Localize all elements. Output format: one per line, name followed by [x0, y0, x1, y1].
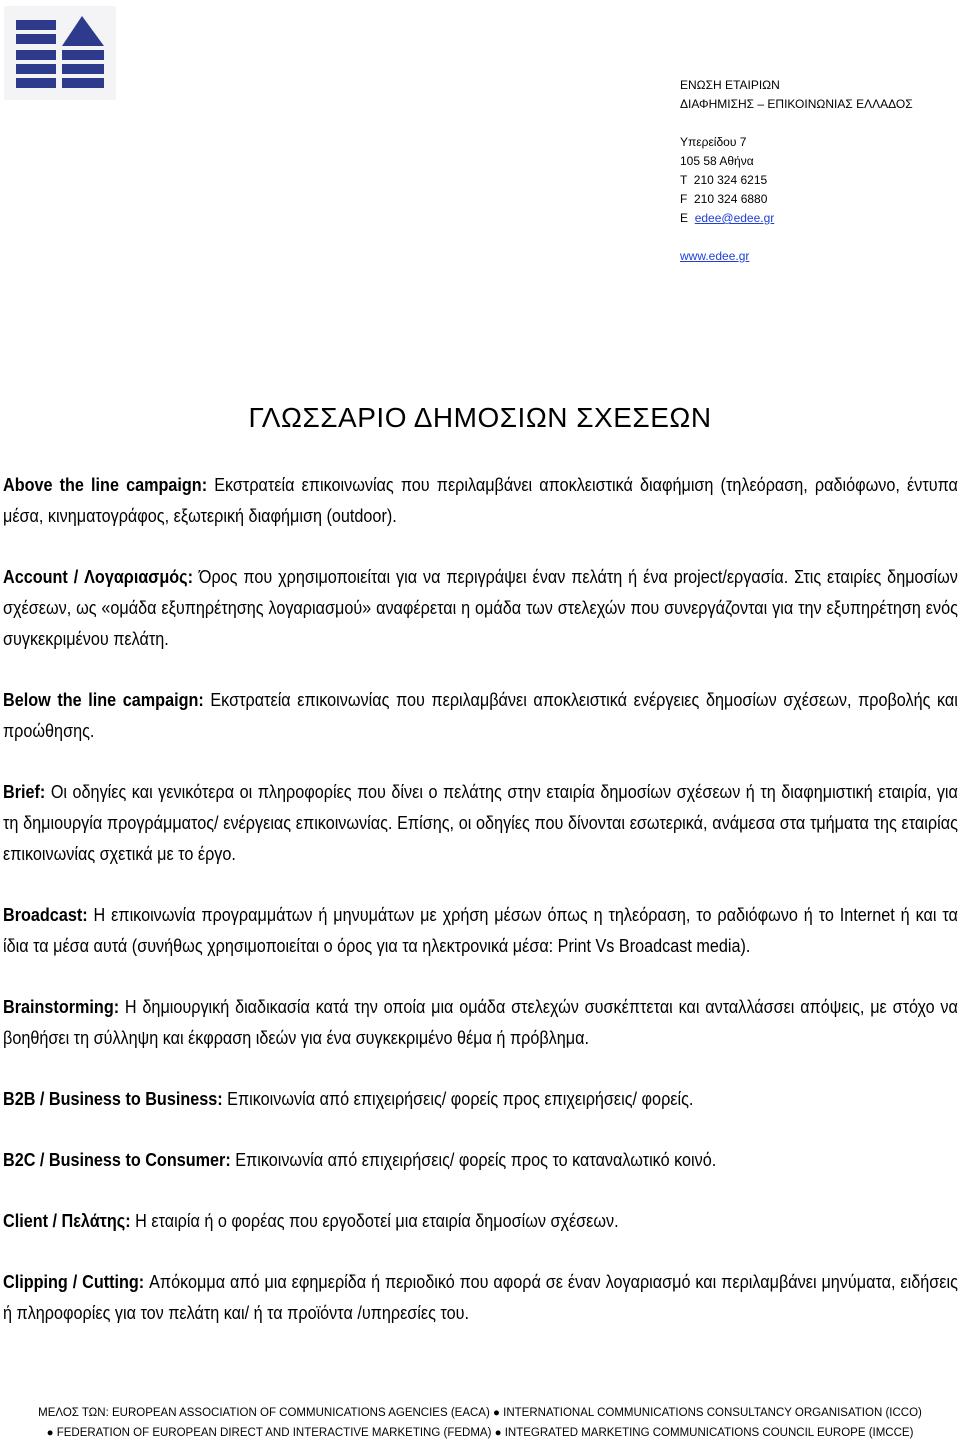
- glossary-definition: Όρος που χρησιμοποιείται για να περιγράψει έναν πελάτη ή ένα project/εργασία. Στις εταιρίες δημοσίων σχέσεων, ως «ομάδα εξυπηρέτησης λογαριασμού» αναφέρεται η ομάδα των στελεχών που συνεργάζονται για την εξυπηρέτηση ενός συγκεκριμένου πελάτη.: [3, 567, 958, 649]
- glossary-entry: [3, 1084, 958, 1115]
- glossary-definition: Η δημιουργική διαδικασία κατά την οποία μια ομάδα στελεχών συσκέπτεται και ανταλλάσσει απόψεις, με στόχο να βοηθήσει τη σύλληψη και έκφραση ιδεών για ένα συγκεκριμένο θέμα ή πρόβλημα.: [3, 997, 958, 1048]
- glossary-term: B2C / Business to Consumer:: [3, 1150, 231, 1170]
- glossary-term: Above the line campaign:: [3, 475, 208, 495]
- footer-line1: ΜΕΛΟΣ ΤΩΝ: EUROPEAN ASSOCIATION OF COMMUNICATIONS AGENCIES (EACA) ● INTERNATIONAL COMMUNICATIONS CONSULTANCY ORGANISATION (ICCO): [38, 1407, 922, 1419]
- glossary-term: Broadcast:: [3, 905, 88, 925]
- address: Υπερείδου 7: [680, 135, 747, 149]
- glossary-entry: [3, 1145, 958, 1176]
- document-title: ΓΛΩΣΣΑΡΙΟ ΔΗΜΟΣΙΩΝ ΣΧΕΣΕΩΝ: [248, 402, 712, 433]
- glossary-definition: Εκστρατεία επικοινωνίας που περιλαμβάνει αποκλειστικά διαφήμιση (τηλεόραση, ραδιόφωνο, έντυπα μέσα, κινηματογράφος, εξωτερική διαφήμιση (outdoor).: [3, 475, 958, 526]
- glossary-entry: [3, 562, 958, 655]
- glossary-definition: Η επικοινωνία προγραμμάτων ή μηνυμάτων με χρήση μέσων όπως η τηλεόραση, το ραδιόφωνο ή το Internet ή και τα ίδια τα μέσα αυτά (συνήθως χρησιμοποιείται ο όρος για τα ηλεκτρονικά μέσα: Print Vs Broadcast media).: [3, 905, 958, 956]
- glossary-term: Clipping / Cutting:: [3, 1272, 145, 1292]
- glossary-term: Below the line campaign:: [3, 690, 204, 710]
- glossary-entry: [3, 1267, 958, 1329]
- glossary-definition: Εκστρατεία επικοινωνίας που περιλαμβάνει αποκλειστικά ενέργειες δημοσίων σχέσεων, προβολής και προώθησης.: [3, 690, 958, 741]
- email-prefix: E: [680, 211, 689, 225]
- email-link[interactable]: edee@edee.gr: [694, 211, 775, 225]
- glossary-definition: Η εταιρία ή ο φορέας που εργοδοτεί μια εταιρία δημοσίων σχέσεων.: [130, 1211, 619, 1231]
- website-link[interactable]: www.edee.gr: [680, 249, 750, 263]
- glossary-definition: Οι οδηγίες και γενικότερα οι πληροφορίες που δίνει ο πελάτης στην εταιρία δημοσίων σχέσεων ή τη διαφημιστική εταιρία, για τη δημιουργία προγράμματος/ ενέργειας επικοινωνίας. Επίσης, οι οδηγίες που δίνονται εσωτερικά, ανάμεσα στα τμήματα της εταιρίας επικοινωνίας σχετικά με το έργο.: [3, 782, 958, 864]
- glossary-term: Brainstorming:: [3, 997, 120, 1017]
- glossary-entry: [3, 685, 958, 747]
- glossary-entry: [3, 900, 958, 962]
- glossary-definition: Επικοινωνία από επιχειρήσεις/ φορείς προς το καταναλωτικό κοινό.: [230, 1150, 717, 1170]
- glossary-term: Brief:: [3, 782, 46, 802]
- glossary-entry: [3, 470, 958, 532]
- phone: Τ 210 324 6215: [680, 173, 768, 187]
- footer-memberships: [0, 1403, 960, 1443]
- glossary-definition: Απόκομμα από μια εφημερίδα ή περιοδικό που αφορά σε έναν λογαριασμό και περιλαμβάνει μηνύματα, ειδήσεις ή πληροφορίες για τον πελάτη και/ ή τα προϊόντα /υπηρεσίες του.: [3, 1272, 958, 1323]
- glossary-term: B2B / Business to Business:: [3, 1089, 223, 1109]
- glossary-list: [3, 470, 958, 1329]
- footer-line2: ● FEDERATION OF EUROPEAN DIRECT AND INTERACTIVE MARKETING (FEDMA) ● INTEGRATED MARKETING COMMUNICATIONS COUNCIL EUROPE (IMCCE): [46, 1427, 914, 1439]
- email-line: [680, 209, 950, 228]
- glossary-definition: Επικοινωνία από επιχειρήσεις/ φορείς προς επιχειρήσεις/ φορείς.: [222, 1089, 694, 1109]
- city: 105 58 Αθήνα: [680, 154, 754, 168]
- glossary-term: Account / Λογαριασμός:: [3, 567, 193, 587]
- organization-contact-block: [680, 76, 950, 266]
- fax: F 210 324 6880: [680, 192, 768, 206]
- org-name-line1: ΕΝΩΣΗ ΕΤΑΙΡΙΩΝ: [680, 78, 780, 92]
- edee-logo: [4, 6, 116, 100]
- org-name-line2: ΔΙΑΦΗΜΙΣΗΣ – ΕΠΙΚΟΙΝΩΝΙΑΣ ΕΛΛΑΔΟΣ: [680, 97, 913, 111]
- glossary-entry: [3, 777, 958, 870]
- glossary-term: Client / Πελάτης:: [3, 1211, 131, 1231]
- glossary-entry: [3, 1206, 958, 1237]
- glossary-entry: [3, 992, 958, 1054]
